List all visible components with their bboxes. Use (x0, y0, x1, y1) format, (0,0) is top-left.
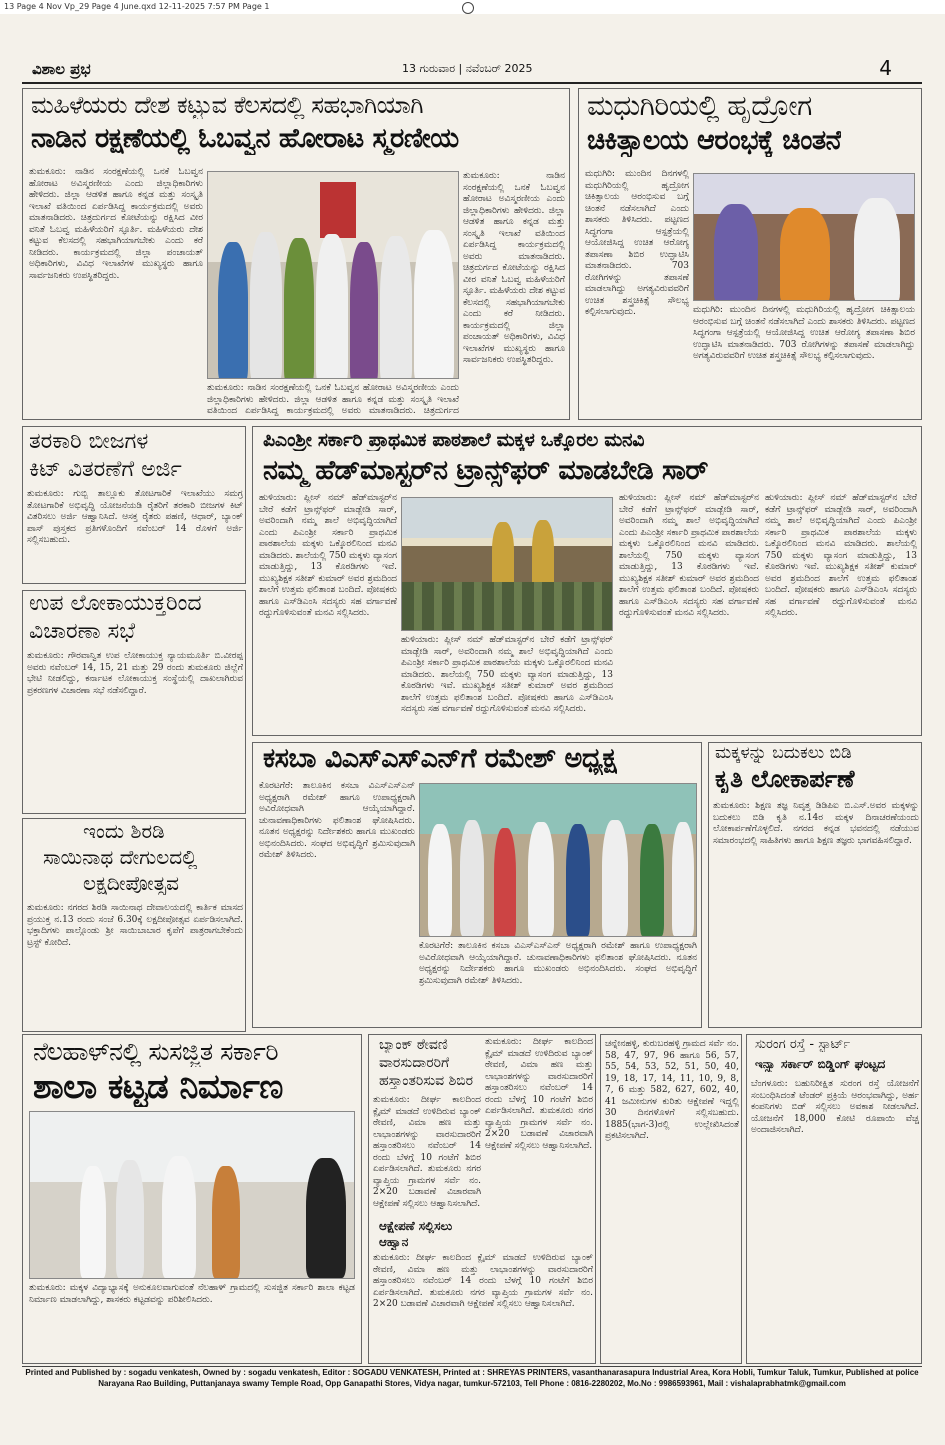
story-kasaba-body-col1: ಕೊರಟಗೆರೆ: ತಾಲೂಕಿನ ಕಸಬಾ ವಿಎಸ್‌ಎಸ್‌ಎನ್ ಅಧ್ಯಕ್ಷರಾಗಿ ರಮೇಶ್ ಹಾಗೂ ಉಪಾಧ್ಯಕ್ಷರಾಗಿ ಅವಿರೋಧವಾಗಿ ಆಯ್ಕೆಯಾಗಿದ್ದಾರೆ. ಚುನಾವಣಾಧಿಕಾರಿಗಳು ಫಲಿತಾಂಶ ಘೋಷಿಸಿದರು. ನೂತನ ಅಧ್ಯಕ್ಷರನ್ನು ನಿರ್ದೇಶಕರು ಹಾಗೂ ಮುಖಂಡರು ಅಭಿನಂದಿಸಿದರು. ಸಂಘದ ಅಭಿವೃದ್ಧಿಗೆ ಶ್ರಮಿಸುವುದಾಗಿ ರಮೇಶ್ ತಿಳಿಸಿದರು. (259, 781, 415, 860)
imprint-line-1: Printed and Published by : sogadu venkatesh, Owned by : sogadu venkatesh, Editor : SOGADU VENKATESH, Printed at : SHREYAS PRINTERS, vasanthanarasapura Industrial Area, Kora Hobli, Tumkur Taluk, Tumkur, Published at police (25, 1368, 919, 1377)
page-number: 4 (879, 56, 892, 80)
story-heart-headline-2: ಚಿಕಿತ್ಸಾಲಯ ಆರಂಭಕ್ಕೆ ಚಿಂತನೆ (587, 125, 842, 156)
story-obavva-headline-2: ನಾಡಿನ ರಕ್ಷಣೆಯಲ್ಲಿ ಓಬವ್ವನ ಹೋರಾಟ ಸ್ಮರಣೀಯ (31, 123, 459, 154)
story-tunnel-body: ಬೆಂಗಳೂರು: ಬಹುನಿರೀಕ್ಷಿತ ಸುರಂಗ ರಸ್ತೆ ಯೋಜನೆಗೆ ಸಂಬಂಧಿಸಿದಂತೆ ಟೆಂಡರ್ ಪ್ರಕ್ರಿಯೆ ಆರಂಭವಾಗಿದ್ದು, ಅರ್ಹ ಕಂಪನಿಗಳು ಬಿಡ್ ಸಲ್ಲಿಸಲು ಅವಕಾಶ ನೀಡಲಾಗಿದೆ. ಯೋಜನೆಗೆ 18,000 ಕೋಟಿ ರೂಪಾಯಿ ವೆಚ್ಚ ಅಂದಾಜಿಸಲಾಗಿದೆ. (751, 1079, 919, 1135)
story-book-release (708, 742, 922, 1028)
story-obavva-body-col1: ತುಮಕೂರು: ನಾಡಿನ ಸಂರಕ್ಷಣೆಯಲ್ಲಿ ಒನಕೆ ಓಬವ್ವನ ಹೋರಾಟ ಅವಿಸ್ಮರಣೀಯ ಎಂದು ಜಿಲ್ಲಾಧಿಕಾರಿಗಳು ಹೇಳಿದರು. ಜಿಲ್ಲಾ ಆಡಳಿತ ಹಾಗೂ ಕನ್ನಡ ಮತ್ತು ಸಂಸ್ಕೃತಿ ಇಲಾಖೆ ವತಿಯಿಂದ ಏರ್ಪಡಿಸಿದ್ದ ಕಾರ್ಯಕ್ರಮದಲ್ಲಿ ಅವರು ಮಾತನಾಡಿದರು. ಚಿತ್ರದುರ್ಗದ ಕೋಟೆಯನ್ನು ರಕ್ಷಿಸಿದ ವೀರ ವನಿತೆ ಓಬವ್ವ ಮಹಿಳೆಯರಿಗೆ ಸ್ಫೂರ್ತಿ. ಮಹಿಳೆಯರು ದೇಶ ಕಟ್ಟುವ ಕೆಲಸದಲ್ಲಿ ಸಹಭಾಗಿಯಾಗಬೇಕು ಎಂದು ಕರೆ ನೀಡಿದರು. ಕಾರ್ಯಕ್ರಮದಲ್ಲಿ ಜಿಲ್ಲಾ ಪಂಚಾಯತ್ ಅಧಿಕಾರಿಗಳು, ವಿವಿಧ ಇಲಾಖೆಗಳ ಮುಖ್ಯಸ್ಥರು ಹಾಗೂ ಸಾರ್ವಜನಿಕರು ಉಪಸ್ಥಿತರಿದ್ದರು. (29, 167, 203, 281)
issue-date: 13 ಗುರುವಾರ | ನವೆಂಬರ್ 2025 (402, 62, 533, 75)
story-book-body: ತುಮಕೂರು: ಶಿಕ್ಷಣ ತಜ್ಞ ನಿವೃತ್ತ ಡಿಡಿಪಿಐ ಬಿ.ಎಸ್.ಅವರ ಮಕ್ಕಳನ್ನು ಬದುಕಲು ಬಿಡಿ ಕೃತಿ ನ.14ರ ಮಕ್ಕಳ ದಿನಾಚರಣೆಯಂದು ಲೋಕಾರ್ಪಣೆಗೊಳ್ಳಲಿದೆ. ನಗರದ ಕನ್ನಡ ಭವನದಲ್ಲಿ ನಡೆಯುವ ಸಮಾರಂಭದಲ್ಲಿ ಸಾಹಿತಿಗಳು ಹಾಗೂ ಶಿಕ್ಷಣ ತಜ್ಞರು ಭಾಗವಹಿಸಲಿದ್ದಾರೆ. (713, 801, 919, 846)
story-bank-subhead-2: ಆಹ್ವಾನ (379, 1235, 409, 1249)
story-survey-body: ಚನ್ನೇನಹಳ್ಳಿ, ಕುರುಬರಹಳ್ಳಿ ಗ್ರಾಮದ ಸರ್ವೆ ನಂ. 58, 47, 97, 96 ಹಾಗೂ 56, 57, 55, 54, 53, 52, 51, 50, 40, 19, 18, 17, 14, 11, 10, 9, 8, 7, 6 ಮತ್ತು 582, 627, 602, 40, 41 ಜಮೀನುಗಳ ಕುರಿತು ಆಕ್ಷೇಪಣೆ ಇದ್ದಲ್ಲಿ 30 ದಿನಗಳೊಳಗೆ ಸಲ್ಲಿಸಬಹುದು. 1885(ಭಾಗ-3)ರಲ್ಲಿ ಉಲ್ಲೇಖಿಸಿದಂತೆ ಪ್ರಕಟಿಸಲಾಗಿದೆ. (605, 1039, 739, 1141)
story-bank-headline-2: ವಾರಸುದಾರರಿಗೆ (379, 1055, 450, 1071)
story-kasaba-body-col2: ಕೊರಟಗೆರೆ: ತಾಲೂಕಿನ ಕಸಬಾ ವಿಎಸ್‌ಎಸ್‌ಎನ್ ಅಧ್ಯಕ್ಷರಾಗಿ ರಮೇಶ್ ಹಾಗೂ ಉಪಾಧ್ಯಕ್ಷರಾಗಿ ಅವಿರೋಧವಾಗಿ ಆಯ್ಕೆಯಾಗಿದ್ದಾರೆ. ಚುನಾವಣಾಧಿಕಾರಿಗಳು ಫಲಿತಾಂಶ ಘೋಷಿಸಿದರು. ನೂತನ ಅಧ್ಯಕ್ಷರನ್ನು ನಿರ್ದೇಶಕರು ಹಾಗೂ ಮುಖಂಡರು ಅಭಿನಂದಿಸಿದರು. ಸಂಘದ ಅಭಿವೃದ್ಧಿಗೆ ಶ್ರಮಿಸುವುದಾಗಿ ರಮೇಶ್ ತಿಳಿಸಿದರು. (419, 941, 697, 986)
story-school-body: ತುಮಕೂರು: ಮಕ್ಕಳ ವಿದ್ಯಾಭ್ಯಾಸಕ್ಕೆ ಅನುಕೂಲವಾಗುವಂತೆ ನೆಲಹಾಳ್ ಗ್ರಾಮದಲ್ಲಿ ಸುಸಜ್ಜಿತ ಸರ್ಕಾರಿ ಶಾಲಾ ಕಟ್ಟಡ ನಿರ್ಮಾಣ ಮಾಡಲಾಗಿದ್ದು, ಶಾಸಕರು ಕಟ್ಟಡವನ್ನು ಪರಿಶೀಲಿಸಿದರು. (29, 1283, 355, 1305)
story-seed-headline-2: ಕಿಟ್ ವಿತರಣೆಗೆ ಅರ್ಜಿ (29, 457, 182, 482)
story-school-headline-2: ಶಾಲಾ ಕಟ್ಟಡ ನಿರ್ಮಾಣ (33, 1067, 283, 1107)
story-headmaster-body-col3: ಹುಳಿಯಾರು: ಪ್ಲೀಸ್ ನಮ್ ಹೆಡ್‌ಮಾಸ್ಟರ್‌ನ ಬೇರೆ ಕಡೆಗೆ ಟ್ರಾನ್ಸ್‌ಫರ್ ಮಾಡ್ಬೇಡಿ ಸಾರ್, ಅವರಿಂದಾಗಿ ನಮ್ಮ ಶಾಲೆ ಅಭಿವೃದ್ಧಿಯಾಗಿದೆ ಎಂದು ಪಿಎಂಶ್ರೀ ಸರ್ಕಾರಿ ಪ್ರಾಥಮಿಕ ಪಾಠಶಾಲೆಯ ಮಕ್ಕಳು ಒಕ್ಕೊರಲಿನಿಂದ ಮನವಿ ಮಾಡಿದರು. ಶಾಲೆಯಲ್ಲಿ 750 ಮಕ್ಕಳು ವ್ಯಾಸಂಗ ಮಾಡುತ್ತಿದ್ದು, 13 ಕೊಠಡಿಗಳು ಇವೆ. ಮುಖ್ಯಶಿಕ್ಷಕ ಸತೀಶ್ ಕುಮಾರ್ ಅವರ ಶ್ರಮದಿಂದ ಶಾಲೆಗೆ ಉತ್ತಮ ಫಲಿತಾಂಶ ಬಂದಿದೆ. ಪೋಷಕರು ಹಾಗೂ ಎಸ್‌ಡಿಎಂಸಿ ಸದಸ್ಯರು ಸಹ ವರ್ಗಾವಣೆ ರದ್ದುಗೊಳಿಸುವಂತೆ ಮನವಿ ಸಲ್ಲಿಸಿದರು. (619, 493, 759, 618)
story-headmaster-body-col1: ಹುಳಿಯಾರು: ಪ್ಲೀಸ್ ನಮ್ ಹೆಡ್‌ಮಾಸ್ಟರ್‌ನ ಬೇರೆ ಕಡೆಗೆ ಟ್ರಾನ್ಸ್‌ಫರ್ ಮಾಡ್ಬೇಡಿ ಸಾರ್, ಅವರಿಂದಾಗಿ ನಮ್ಮ ಶಾಲೆ ಅಭಿವೃದ್ಧಿಯಾಗಿದೆ ಎಂದು ಪಿಎಂಶ್ರೀ ಸರ್ಕಾರಿ ಪ್ರಾಥಮಿಕ ಪಾಠಶಾಲೆಯ ಮಕ್ಕಳು ಒಕ್ಕೊರಲಿನಿಂದ ಮನವಿ ಮಾಡಿದರು. ಶಾಲೆಯಲ್ಲಿ 750 ಮಕ್ಕಳು ವ್ಯಾಸಂಗ ಮಾಡುತ್ತಿದ್ದು, 13 ಕೊಠಡಿಗಳು ಇವೆ. ಮುಖ್ಯಶಿಕ್ಷಕ ಸತೀಶ್ ಕುಮಾರ್ ಅವರ ಶ್ರಮದಿಂದ ಶಾಲೆಗೆ ಉತ್ತಮ ಫಲಿತಾಂಶ ಬಂದಿದೆ. ಪೋಷಕರು ಹಾಗೂ ಎಸ್‌ಡಿಎಂಸಿ ಸದಸ್ಯರು ಸಹ ವರ್ಗಾವಣೆ ರದ್ದುಗೊಳಿಸುವಂತೆ ಮನವಿ ಸಲ್ಲಿಸಿದರು. (259, 493, 397, 618)
story-kasaba (252, 742, 702, 1028)
story-obavva-headline-1: ಮಹಿಳೆಯರು ದೇಶ ಕಟ್ಟುವ ಕೆಲಸದಲ್ಲಿ ಸಹಭಾಗಿಯಾಗಿ (31, 91, 423, 119)
story-seed-body: ತುಮಕೂರು: ಗುಬ್ಬಿ ತಾಲ್ಲೂಕು ತೋಟಗಾರಿಕೆ ಇಲಾಖೆಯು ಸಮಗ್ರ ತೋಟಗಾರಿಕೆ ಅಭಿವೃದ್ಧಿ ಯೋಜನೆಯಡಿ ರೈತರಿಗೆ ತರಕಾರಿ ಬೀಜಗಳ ಕಿಟ್ ವಿತರಿಸಲು ಅರ್ಜಿ ಆಹ್ವಾನಿಸಿದೆ. ಆಸಕ್ತ ರೈತರು ಪಹಣಿ, ಆಧಾರ್, ಬ್ಯಾಂಕ್ ಪಾಸ್ ಪುಸ್ತಕದ ಪ್ರತಿಗಳೊಂದಿಗೆ ನವೆಂಬರ್ 14 ರೊಳಗೆ ಅರ್ಜಿ ಸಲ್ಲಿಸಬಹುದು. (27, 489, 243, 545)
story-kasaba-headline: ಕಸಬಾ ವಿಎಸ್‌ಎಸ್‌ಎನ್‌ಗೆ ರಮೇಶ್ ಅಧ್ಯಕ್ಷ (263, 743, 617, 774)
masthead (22, 58, 922, 84)
story-headmaster-headline: ನಮ್ಮ ಹೆಡ್‌ಮಾಸ್ಟರ್‌ನ ಟ್ರಾನ್ಸ್‌ಫರ್ ಮಾಡಬೇಡಿ ಸಾರ್ (263, 455, 708, 486)
story-survey-notice (600, 1034, 742, 1364)
story-obavva-body-col3: ತುಮಕೂರು: ನಾಡಿನ ಸಂರಕ್ಷಣೆಯಲ್ಲಿ ಒನಕೆ ಓಬವ್ವನ ಹೋರಾಟ ಅವಿಸ್ಮರಣೀಯ ಎಂದು ಜಿಲ್ಲಾಧಿಕಾರಿಗಳು ಹೇಳಿದರು. ಜಿಲ್ಲಾ ಆಡಳಿತ ಹಾಗೂ ಕನ್ನಡ ಮತ್ತು ಸಂಸ್ಕೃತಿ ಇಲಾಖೆ ವತಿಯಿಂದ ಏರ್ಪಡಿಸಿದ್ದ ಕಾರ್ಯಕ್ರಮದಲ್ಲಿ ಅವರು ಮಾತನಾಡಿದರು. ಚಿತ್ರದುರ್ಗದ ಕೋಟೆಯನ್ನು ರಕ್ಷಿಸಿದ ವೀರ ವನಿತೆ ಓಬವ್ವ ಮಹಿಳೆಯರಿಗೆ ಸ್ಫೂರ್ತಿ. ಮಹಿಳೆಯರು ದೇಶ ಕಟ್ಟುವ ಕೆಲಸದಲ್ಲಿ ಸಹಭಾಗಿಯಾಗಬೇಕು ಎಂದು ಕರೆ ನೀಡಿದರು. ಕಾರ್ಯಕ್ರಮದಲ್ಲಿ ಜಿಲ್ಲಾ ಪಂಚಾಯತ್ ಅಧಿಕಾರಿಗಳು, ವಿವಿಧ ಇಲಾಖೆಗಳ ಮುಖ್ಯಸ್ಥರು ಹಾಗೂ ಸಾರ್ವಜನಿಕರು ಉಪಸ್ಥಿತರಿದ್ದರು. (463, 171, 565, 365)
story-bank-body-col2: ತುಮಕೂರು: ದೀರ್ಘ ಕಾಲದಿಂದ ಕ್ಲೈಮ್ ಮಾಡದೆ ಉಳಿದಿರುವ ಬ್ಯಾಂಕ್ ಠೇವಣಿ, ವಿಮಾ ಹಣ ಮತ್ತು ಲಾಭಾಂಶಗಳನ್ನು ವಾರಸುದಾರರಿಗೆ ಹಸ್ತಾಂತರಿಸಲು ನವೆಂಬರ್ 14 ರಂದು ಬೆಳಗ್ಗೆ 10 ಗಂಟೆಗೆ ಶಿಬಿರ ಏರ್ಪಡಿಸಲಾಗಿದೆ. ತುಮಕೂರು ನಗರ ವ್ಯಾಪ್ತಿಯ ಗ್ರಾಮಗಳ ಸರ್ವೆ ನಂ. 2×20 ಬಡಾವಣೆ ವಿಚಾರವಾಗಿ ಆಕ್ಷೇಪಣೆ ಸಲ್ಲಿಸಲು ಆಹ್ವಾನಿಸಲಾಗಿದೆ. (485, 1037, 593, 1151)
imprint-line-2: Narayana Rao Building, Puttanjanaya swamy Temple Road, Opp Ganapathi Stores, Vidya nagar, tumkur-572103, Tell Phone : 0816-2280202, Mo.No : 9986593961, Mail : vishalaprabhatmk@gmail.com (98, 1379, 846, 1388)
story-school-headline-1: ನೆಲಹಾಳ್‌ನಲ್ಲಿ ಸುಸಜ್ಜಿತ ಸರ್ಕಾರಿ (33, 1037, 279, 1066)
story-shirdi-headline-2: ಸಾಯಿನಾಥ ದೇಗುಲದಲ್ಲಿ (43, 845, 198, 869)
registration-mark-icon (462, 2, 474, 14)
story-headmaster-body-col2: ಹುಳಿಯಾರು: ಪ್ಲೀಸ್ ನಮ್ ಹೆಡ್‌ಮಾಸ್ಟರ್‌ನ ಬೇರೆ ಕಡೆಗೆ ಟ್ರಾನ್ಸ್‌ಫರ್ ಮಾಡ್ಬೇಡಿ ಸಾರ್, ಅವರಿಂದಾಗಿ ನಮ್ಮ ಶಾಲೆ ಅಭಿವೃದ್ಧಿಯಾಗಿದೆ ಎಂದು ಪಿಎಂಶ್ರೀ ಸರ್ಕಾರಿ ಪ್ರಾಥಮಿಕ ಪಾಠಶಾಲೆಯ ಮಕ್ಕಳು ಒಕ್ಕೊರಲಿನಿಂದ ಮನವಿ ಮಾಡಿದರು. ಶಾಲೆಯಲ್ಲಿ 750 ಮಕ್ಕಳು ವ್ಯಾಸಂಗ ಮಾಡುತ್ತಿದ್ದು, 13 ಕೊಠಡಿಗಳು ಇವೆ. ಮುಖ್ಯಶಿಕ್ಷಕ ಸತೀಶ್ ಕುಮಾರ್ ಅವರ ಶ್ರಮದಿಂದ ಶಾಲೆಗೆ ಉತ್ತಮ ಫಲಿತಾಂಶ ಬಂದಿದೆ. ಪೋಷಕರು ಹಾಗೂ ಎಸ್‌ಡಿಎಂಸಿ ಸದಸ್ಯರು ಸಹ ವರ್ಗಾವಣೆ ರದ್ದುಗೊಳಿಸುವಂತೆ ಮನವಿ ಸಲ್ಲಿಸಿದರು. (401, 635, 613, 714)
story-bank-deposit (368, 1034, 596, 1364)
story-seed-headline-1: ತರಕಾರಿ ಬೀಜಗಳ (29, 429, 149, 454)
story-heart-body-col1: ಮಧುಗಿರಿ: ಮುಂದಿನ ದಿನಗಳಲ್ಲಿ ಮಧುಗಿರಿಯಲ್ಲಿ ಹೃದ್ರೋಗ ಚಿಕಿತ್ಸಾಲಯ ಆರಂಭಿಸುವ ಬಗ್ಗೆ ಚಿಂತನೆ ನಡೆಸಲಾಗಿದೆ ಎಂದು ಶಾಸಕರು ತಿಳಿಸಿದರು. ಪಟ್ಟಣದ ಸಿದ್ಧಗಂಗಾ ಆಸ್ಪತ್ರೆಯಲ್ಲಿ ಆಯೋಜಿಸಿದ್ದ ಉಚಿತ ಆರೋಗ್ಯ ತಪಾಸಣಾ ಶಿಬಿರ ಉದ್ಘಾಟಿಸಿ ಮಾತನಾಡಿದರು. 703 ರೋಗಿಗಳನ್ನು ತಪಾಸಣೆ ಮಾಡಲಾಗಿದ್ದು ಅಗತ್ಯವಿರುವವರಿಗೆ ಉಚಿತ ಶಸ್ತ್ರಚಿಕಿತ್ಸೆ ಸೌಲಭ್ಯ ಕಲ್ಪಿಸಲಾಗುವುದು. (585, 169, 689, 317)
story-headmaster-body-col4: ಹುಳಿಯಾರು: ಪ್ಲೀಸ್ ನಮ್ ಹೆಡ್‌ಮಾಸ್ಟರ್‌ನ ಬೇರೆ ಕಡೆಗೆ ಟ್ರಾನ್ಸ್‌ಫರ್ ಮಾಡ್ಬೇಡಿ ಸಾರ್, ಅವರಿಂದಾಗಿ ನಮ್ಮ ಶಾಲೆ ಅಭಿವೃದ್ಧಿಯಾಗಿದೆ ಎಂದು ಪಿಎಂಶ್ರೀ ಸರ್ಕಾರಿ ಪ್ರಾಥಮಿಕ ಪಾಠಶಾಲೆಯ ಮಕ್ಕಳು ಒಕ್ಕೊರಲಿನಿಂದ ಮನವಿ ಮಾಡಿದರು. ಶಾಲೆಯಲ್ಲಿ 750 ಮಕ್ಕಳು ವ್ಯಾಸಂಗ ಮಾಡುತ್ತಿದ್ದು, 13 ಕೊಠಡಿಗಳು ಇವೆ. ಮುಖ್ಯಶಿಕ್ಷಕ ಸತೀಶ್ ಕುಮಾರ್ ಅವರ ಶ್ರಮದಿಂದ ಶಾಲೆಗೆ ಉತ್ತಮ ಫಲಿತಾಂಶ ಬಂದಿದೆ. ಪೋಷಕರು ಹಾಗೂ ಎಸ್‌ಡಿಎಂಸಿ ಸದಸ್ಯರು ಸಹ ವರ್ಗಾವಣೆ ರದ್ದುಗೊಳಿಸುವಂತೆ ಮನವಿ ಸಲ್ಲಿಸಿದರು. (765, 493, 917, 618)
story-obavva-body-col2: ತುಮಕೂರು: ನಾಡಿನ ಸಂರಕ್ಷಣೆಯಲ್ಲಿ ಒನಕೆ ಓಬವ್ವನ ಹೋರಾಟ ಅವಿಸ್ಮರಣೀಯ ಎಂದು ಜಿಲ್ಲಾಧಿಕಾರಿಗಳು ಹೇಳಿದರು. ಜಿಲ್ಲಾ ಆಡಳಿತ ಹಾಗೂ ಕನ್ನಡ ಮತ್ತು ಸಂಸ್ಕೃತಿ ಇಲಾಖೆ ವತಿಯಿಂದ ಏರ್ಪಡಿಸಿದ್ದ ಕಾರ್ಯಕ್ರಮದಲ್ಲಿ ಅವರು ಮಾತನಾಡಿದರು. ಚಿತ್ರದುರ್ಗದ (207, 383, 459, 416)
story-heart-headline-1: ಮಧುಗಿರಿಯಲ್ಲಿ ಹೃದ್ರೋಗ (587, 89, 812, 122)
story-lokayukta-headline-2: ವಿಚಾರಣಾ ಸಭೆ (29, 619, 136, 644)
story-kasaba-photo (419, 783, 697, 937)
story-bank-headline-1: ಬ್ಯಾಂಕ್ ಠೇವಣಿ (379, 1037, 448, 1053)
newspaper-title: ವಿಶಾಲ ಪ್ರಭ (32, 60, 91, 78)
story-obavva-photo (207, 171, 459, 379)
story-shirdi-headline-3: ಲಕ್ಷದೀಪೋತ್ಸವ (83, 871, 179, 895)
story-school-building (22, 1034, 362, 1364)
story-bank-body-col1: ತುಮಕೂರು: ದೀರ್ಘ ಕಾಲದಿಂದ ಕ್ಲೈಮ್ ಮಾಡದೆ ಉಳಿದಿರುವ ಬ್ಯಾಂಕ್ ಠೇವಣಿ, ವಿಮಾ ಹಣ ಮತ್ತು ಲಾಭಾಂಶಗಳನ್ನು ವಾರಸುದಾರರಿಗೆ ಹಸ್ತಾಂತರಿಸಲು ನವೆಂಬರ್ 14 ರಂದು ಬೆಳಗ್ಗೆ 10 ಗಂಟೆಗೆ ಶಿಬಿರ ಏರ್ಪಡಿಸಲಾಗಿದೆ. ತುಮಕೂರು ನಗರ ವ್ಯಾಪ್ತಿಯ ಗ್ರಾಮಗಳ ಸರ್ವೆ ನಂ. 2×20 ಬಡಾವಣೆ ವಿಚಾರವಾಗಿ ಆಕ್ಷೇಪಣೆ ಸಲ್ಲಿಸಲು ಆಹ್ವಾನಿಸಲಾಗಿದೆ. (373, 1095, 481, 1209)
story-heart-photo (693, 173, 915, 301)
story-lokayukta (22, 590, 246, 814)
story-heart-body-col2: ಮಧುಗಿರಿ: ಮುಂದಿನ ದಿನಗಳಲ್ಲಿ ಮಧುಗಿರಿಯಲ್ಲಿ ಹೃದ್ರೋಗ ಚಿಕಿತ್ಸಾಲಯ ಆರಂಭಿಸುವ ಬಗ್ಗೆ ಚಿಂತನೆ ನಡೆಸಲಾಗಿದೆ ಎಂದು ಶಾಸಕರು ತಿಳಿಸಿದರು. ಪಟ್ಟಣದ ಸಿದ್ಧಗಂಗಾ ಆಸ್ಪತ್ರೆಯಲ್ಲಿ ಆಯೋಜಿಸಿದ್ದ ಉಚಿತ ಆರೋಗ್ಯ ತಪಾಸಣಾ ಶಿಬಿರ ಉದ್ಘಾಟಿಸಿ ಮಾತನಾಡಿದರು. 703 ರೋಗಿಗಳನ್ನು ತಪಾಸಣೆ ಮಾಡಲಾಗಿದ್ದು ಅಗತ್ಯವಿರುವವರಿಗೆ ಉಚಿತ ಶಸ್ತ್ರಚಿಕಿತ್ಸೆ ಸೌಲಭ್ಯ ಕಲ್ಪಿಸಲಾಗುವುದು. (693, 305, 915, 361)
story-lokayukta-headline-1: ಉಪ ಲೋಕಾಯುಕ್ತರಿಂದ (29, 591, 202, 616)
story-headmaster (252, 426, 922, 736)
imprint-footer (22, 1366, 922, 1391)
story-bank-subhead-1: ಆಕ್ಷೇಪಣೆ ಸಲ್ಲಿಸಲು (379, 1219, 453, 1233)
story-book-headline-2: ಕೃತಿ ಲೋಕಾರ್ಪಣೆ (715, 765, 855, 793)
story-tunnel-road (746, 1034, 922, 1364)
story-headmaster-photo (401, 497, 613, 631)
story-seed-kit (22, 426, 246, 584)
story-school-photo (29, 1111, 355, 1279)
story-bank-headline-3: ಹಸ್ತಾಂತರಿಸುವ ಶಿಬಿರ (379, 1073, 474, 1089)
story-lokayukta-body: ತುಮಕೂರು: ಗೌರವಾನ್ವಿತ ಉಪ ಲೋಕಾಯುಕ್ತ ನ್ಯಾಯಮೂರ್ತಿ ಬಿ.ವೀರಪ್ಪ ಅವರು ನವೆಂಬರ್ 14, 15, 21 ಮತ್ತು 29 ರಂದು ತುಮಕೂರು ಜಿಲ್ಲೆಗೆ ಭೇಟಿ ನೀಡಲಿದ್ದು, ಕರ್ನಾಟಕ ಲೋಕಾಯುಕ್ತ ಸಂಸ್ಥೆಯಲ್ಲಿ ದಾಖಲಾಗಿರುವ ಪ್ರಕರಣಗಳ ವಿಚಾರಣಾ ಸಭೆ ನಡೆಸಲಿದ್ದಾರೆ. (27, 651, 243, 696)
print-slug: 13 Page 4 Nov Vp_29 Page 4 June.qxd 12-11-2025 7:57 PM Page 1 (0, 0, 945, 14)
story-headmaster-kicker: ಪಿಎಂಶ್ರೀ ಸರ್ಕಾರಿ ಪ್ರಾಥಮಿಕ ಪಾಠಶಾಲೆ ಮಕ್ಕಳ ಒಕ್ಕೊರಲ ಮನವಿ (263, 429, 645, 451)
story-tunnel-kicker: ಸುರಂಗ ರಸ್ತೆ - ಸ್ಟಾರ್ಟ್ (755, 1037, 851, 1052)
story-heart-clinic (578, 88, 922, 420)
story-shirdi (22, 818, 246, 1032)
story-shirdi-body: ತುಮಕೂರು: ನಗರದ ಶಿರಡಿ ಸಾಯಿನಾಥ ದೇವಾಲಯದಲ್ಲಿ ಕಾರ್ತಿಕ ಮಾಸದ ಪ್ರಯುಕ್ತ ನ.13 ರಂದು ಸಂಜೆ 6.30ಕ್ಕೆ ಲಕ್ಷದೀಪೋತ್ಸವ ಏರ್ಪಡಿಸಲಾಗಿದೆ. ಭಕ್ತಾದಿಗಳು ಪಾಲ್ಗೊಂಡು ಶ್ರೀ ಸಾಯಿಬಾಬಾರ ಕೃಪೆಗೆ ಪಾತ್ರರಾಗಬೇಕೆಂದು ಟ್ರಸ್ಟ್ ಕೋರಿದೆ. (27, 903, 243, 948)
story-shirdi-headline-1: ಇಂದು ಶಿರಡಿ (83, 819, 165, 843)
story-book-headline-1: ಮಕ್ಕಳನ್ನು ಬದುಕಲು ಬಿಡಿ (715, 743, 852, 763)
story-obavva (22, 88, 570, 420)
story-bank-body-col3: ತುಮಕೂರು: ದೀರ್ಘ ಕಾಲದಿಂದ ಕ್ಲೈಮ್ ಮಾಡದೆ ಉಳಿದಿರುವ ಬ್ಯಾಂಕ್ ಠೇವಣಿ, ವಿಮಾ ಹಣ ಮತ್ತು ಲಾಭಾಂಶಗಳನ್ನು ವಾರಸುದಾರರಿಗೆ ಹಸ್ತಾಂತರಿಸಲು ನವೆಂಬರ್ 14 ರಂದು ಬೆಳಗ್ಗೆ 10 ಗಂಟೆಗೆ ಶಿಬಿರ ಏರ್ಪಡಿಸಲಾಗಿದೆ. ತುಮಕೂರು ನಗರ ವ್ಯಾಪ್ತಿಯ ಗ್ರಾಮಗಳ ಸರ್ವೆ ನಂ. 2×20 ಬಡಾವಣೆ ವಿಚಾರವಾಗಿ ಆಕ್ಷೇಪಣೆ ಸಲ್ಲಿಸಲು ಆಹ್ವಾನಿಸಲಾಗಿದೆ. (373, 1253, 593, 1309)
story-tunnel-headline: ಇನ್ಸ್ಟಾ ಸರ್ಕಾರ್ ಬಿಡ್ಡಿಂಗ್ ಘಂಟ್ಟದ (755, 1057, 886, 1071)
